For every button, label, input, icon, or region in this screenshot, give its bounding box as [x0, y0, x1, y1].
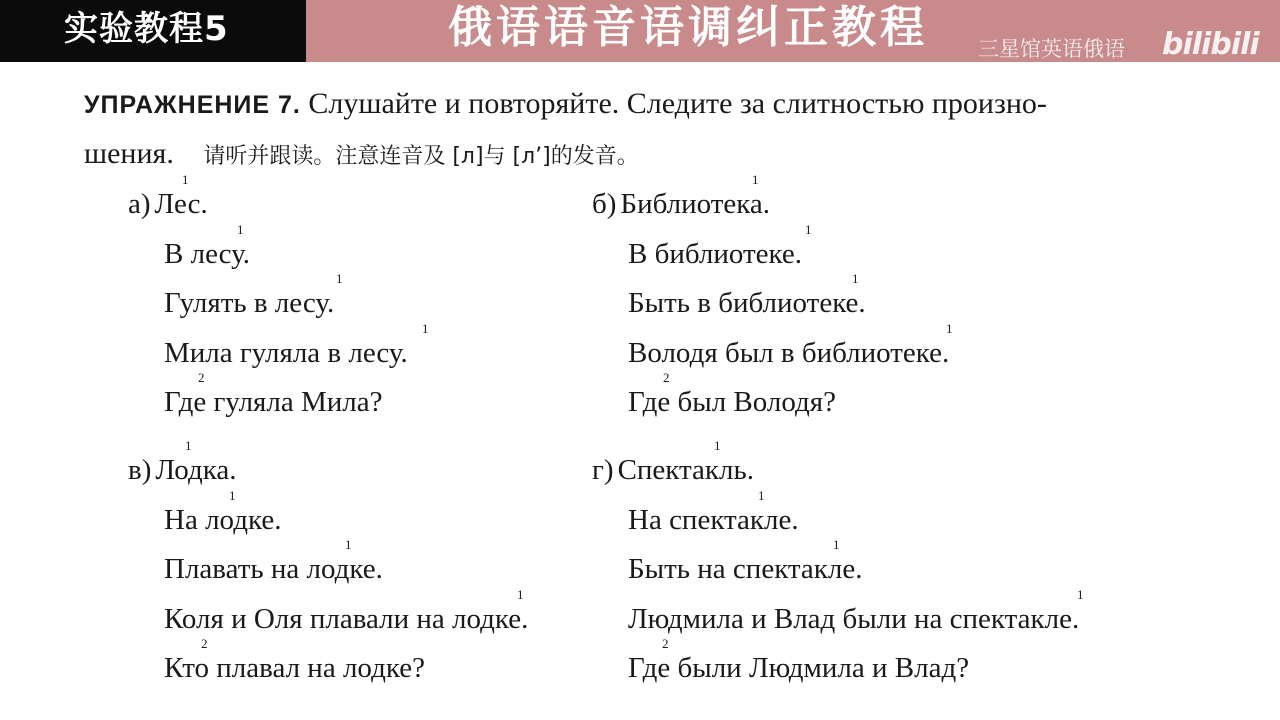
- phrase-text: Лодка.: [155, 454, 237, 486]
- phrase-text: Лес.: [154, 188, 208, 220]
- exercise-instruction-chinese: 请听并跟读。注意连音及 [л]与 [л’]的发音。: [203, 144, 639, 169]
- exercise-label: УПРАЖНЕНИЕ 7.: [84, 91, 301, 119]
- intonation-mark: 2: [201, 636, 208, 651]
- phrase-line: [592, 221, 1152, 284]
- intonation-mark: 2: [198, 370, 205, 385]
- phrase-text: Быть в библиотеке.: [628, 287, 866, 319]
- intonation-mark: 1: [345, 537, 352, 552]
- phrase-line: [592, 537, 1152, 599]
- intonation-mark: 1: [336, 271, 343, 286]
- phrase-text: Спектакль.: [617, 454, 754, 486]
- exercise-heading: [84, 84, 1047, 125]
- section-letter: б): [592, 188, 617, 220]
- phrase-text: Где был Володя?: [628, 386, 836, 418]
- intonation-mark: 2: [663, 370, 670, 385]
- phrase-text: Где были Людмила и Влад?: [628, 652, 970, 684]
- exercise-heading-continued: [84, 134, 639, 177]
- phrase-text: Плавать на лодке.: [164, 553, 383, 585]
- exercise-instruction-continued: шения.: [84, 137, 174, 170]
- channel-watermark: 三星馆英语俄语: [978, 37, 1125, 61]
- phrase-text: Мила гуляла в лесу.: [164, 336, 408, 369]
- intonation-mark: 1: [833, 537, 840, 552]
- intonation-mark: 1: [237, 221, 244, 237]
- phrase-text: Людмила и Влад были на спектакле.: [628, 602, 1080, 635]
- phrase-line: [592, 320, 1152, 383]
- phrase-line: [592, 636, 1152, 698]
- phrase-line: [592, 438, 1152, 500]
- exercise-instruction: Слушайте и повторяйте. Следите за слитностью произно-: [308, 87, 1047, 120]
- phrase-text: Где гуляла Мила?: [164, 386, 383, 418]
- phrase-line: [592, 271, 1152, 333]
- intonation-mark: 1: [714, 438, 721, 453]
- phrase-line: [592, 487, 1152, 550]
- intonation-mark: 2: [662, 636, 669, 651]
- intonation-mark: 1: [422, 320, 429, 336]
- section-b: [592, 172, 1152, 432]
- phrase-text: Кто плавал на лодке?: [164, 652, 425, 684]
- phrase-text: Коля и Оля плавали на лодке.: [164, 602, 529, 635]
- phrase-line: [592, 586, 1152, 649]
- intonation-mark: 1: [1077, 586, 1084, 602]
- intonation-mark: 1: [185, 438, 192, 453]
- intonation-mark: 1: [805, 221, 812, 237]
- section-letter: г): [592, 454, 614, 486]
- intonation-mark: 1: [229, 487, 236, 503]
- intonation-mark: 1: [852, 271, 859, 286]
- phrase-line: [592, 370, 1152, 432]
- course-title: 俄语语音语调纠正教程: [448, 2, 928, 53]
- phrase-line: [592, 172, 1152, 234]
- phrase-text: На лодке.: [164, 503, 282, 536]
- phrase-text: На спектакле.: [628, 503, 799, 536]
- phrase-text: Библиотека.: [620, 188, 771, 220]
- phrase-text: Володя был в библиотеке.: [628, 336, 950, 369]
- intonation-mark: 1: [752, 172, 759, 187]
- phrase-text: Гулять в лесу.: [164, 287, 335, 319]
- bilibili-logo: bilibili: [1162, 27, 1259, 62]
- phrase-text: В библиотеке.: [628, 237, 803, 270]
- intonation-mark: 1: [946, 320, 953, 336]
- phrase-text: В лесу.: [164, 237, 250, 270]
- section-g: [592, 438, 1152, 698]
- lesson-tag: 实验教程5: [0, 0, 306, 62]
- intonation-mark: 1: [182, 172, 189, 187]
- section-letter: а): [128, 188, 151, 220]
- phrase-text: Быть на спектакле.: [628, 553, 863, 585]
- section-letter: в): [128, 454, 152, 486]
- intonation-mark: 1: [517, 586, 524, 602]
- intonation-mark: 1: [758, 487, 765, 503]
